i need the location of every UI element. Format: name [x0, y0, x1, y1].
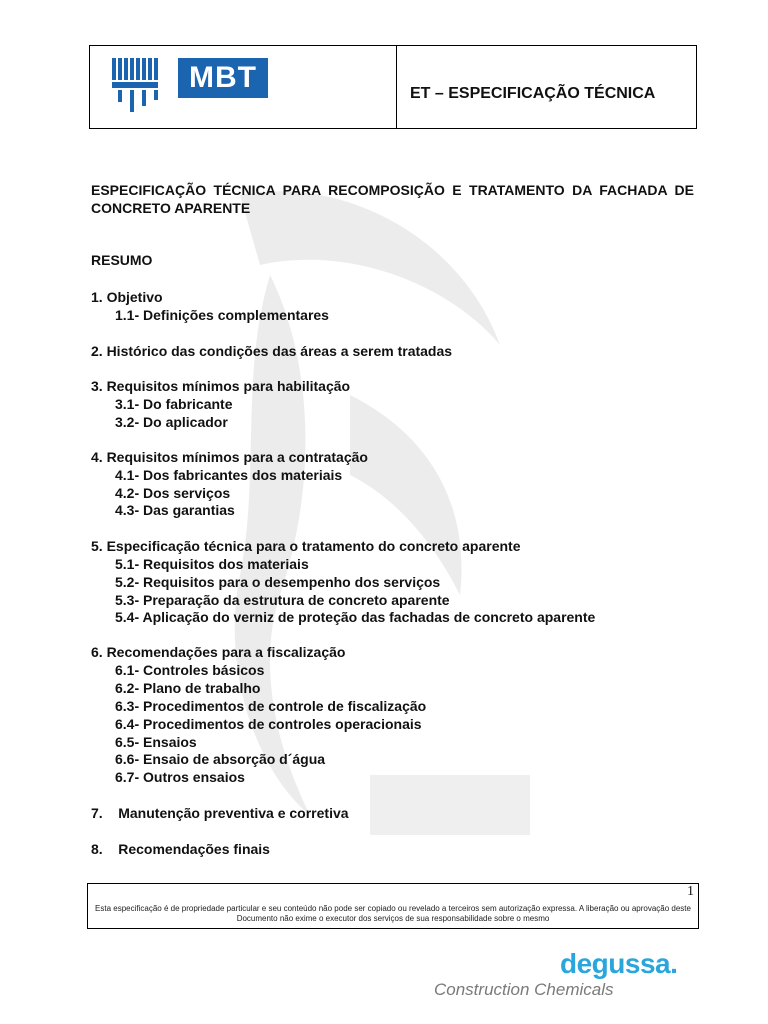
toc-item: 2. Histórico das condições das áreas a serem tratadas: [91, 343, 453, 359]
header-divider: [396, 46, 397, 128]
toc-item: 5. Especificação técnica para o tratamento do concreto aparente: [91, 538, 521, 554]
toc-subitem: 5.4- Aplicação do verniz de proteção das fachadas de concreto aparente: [115, 609, 596, 625]
toc-item: 8. Recomendações finais: [91, 841, 270, 857]
toc-subitem: 5.1- Requisitos dos materiais: [115, 556, 309, 572]
toc-subitem: 5.3- Preparação da estrutura de concreto aparente: [115, 592, 450, 608]
degussa-logo: degussa.: [560, 948, 678, 979]
toc-subitem: 4.1- Dos fabricantes dos materiais: [115, 467, 343, 483]
page-number: 1: [687, 884, 694, 899]
toc-subitem: 6.6- Ensaio de absorção d´água: [115, 751, 326, 767]
toc-subitem: 6.4- Procedimentos de controles operacionais: [115, 716, 422, 732]
footer-notice: Esta especificação é de propriedade particular e seu conteúdo não pode ser copiado ou revelado a terceiros sem autorização expressa. A liberação ou aprovação deste Documento não exime o executor dos serviços de sua responsabilidade sobre o mesmo: [95, 904, 691, 923]
toc-item: 7. Manutenção preventiva e corretiva: [91, 805, 349, 821]
toc-subitem: 6.2- Plano de trabalho: [115, 680, 261, 696]
summary-heading: RESUMO: [91, 252, 153, 268]
toc-subitem: 5.2- Requisitos para o desempenho dos serviços: [115, 574, 441, 590]
toc-subitem: 3.1- Do fabricante: [115, 396, 233, 412]
toc-item: 1. Objetivo: [91, 289, 163, 305]
toc-subitem: 6.7- Outros ensaios: [115, 769, 245, 785]
toc-subitem: 4.2- Dos serviços: [115, 485, 231, 501]
document-title: ESPECIFICAÇÃO TÉCNICA PARA RECOMPOSIÇÃO E TRATAMENTO DA FACHADA DE CONCRETO APARENTE: [91, 182, 694, 216]
toc-subitem: 3.2- Do aplicador: [115, 414, 228, 430]
toc-subitem: 6.5- Ensaios: [115, 734, 197, 750]
toc-item: 6. Recomendações para a fiscalização: [91, 644, 346, 660]
footer-box: [87, 883, 699, 929]
header-title: ET – ESPECIFICAÇÃO TÉCNICA: [410, 85, 656, 102]
toc-item: 3. Requisitos mínimos para habilitação: [91, 378, 351, 394]
toc-subitem: 1.1- Definições complementares: [115, 307, 329, 323]
toc-item: 4. Requisitos mínimos para a contratação: [91, 449, 368, 465]
toc-subitem: 6.3- Procedimentos de controle de fiscalização: [115, 698, 427, 714]
mbt-logo-icon: [110, 56, 172, 114]
mbt-logo: MBT: [178, 58, 268, 98]
toc-subitem: 6.1- Controles básicos: [115, 662, 265, 678]
brand-tagline: Construction Chemicals: [434, 980, 614, 999]
toc-subitem: 4.3- Das garantias: [115, 502, 235, 518]
